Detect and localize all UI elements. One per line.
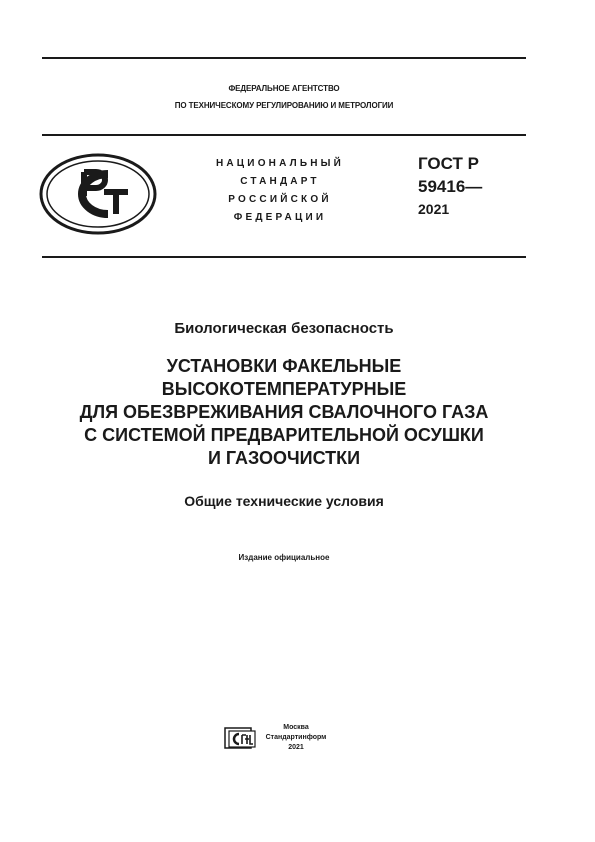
- standard-type-line-3: РОССИЙСКОЙ: [228, 194, 332, 205]
- publisher-year: 2021: [288, 744, 304, 751]
- publisher: [256, 723, 336, 753]
- publisher-city: Москва: [283, 724, 309, 731]
- standard-type-line-1: НАЦИОНАЛЬНЫЙ: [215, 158, 345, 169]
- header-rule-lower: [42, 256, 526, 258]
- publisher-name: Стандартинформ: [265, 734, 327, 741]
- designation-code: ГОСТ Р: [418, 154, 479, 173]
- header-rule-upper: [42, 134, 526, 136]
- designation-number: 59416—: [418, 177, 483, 196]
- standard-designation: [418, 152, 482, 221]
- agency-line-1: ФЕДЕРАЛЬНОЕ АГЕНТСТВО: [228, 84, 340, 93]
- designation-year: 2021: [418, 201, 450, 217]
- document-subtitle: Общие технические условия: [184, 493, 384, 509]
- standard-type-line-4: ФЕДЕРАЦИИ: [233, 212, 327, 223]
- top-rule: [42, 57, 526, 59]
- standard-type-line-2: СТАНДАРТ: [240, 176, 320, 187]
- standard-type: [175, 155, 385, 227]
- document-subject: Биологическая безопасность: [174, 320, 394, 337]
- title-line-5: И ГАЗООЧИСТКИ: [207, 448, 361, 468]
- title-line-1: УСТАНОВКИ ФАКЕЛЬНЫЕ: [166, 356, 402, 376]
- edition-note: Издание официальное: [238, 553, 330, 562]
- title-line-2: ВЫСОКОТЕМПЕРАТУРНЫЕ: [161, 379, 407, 399]
- title-line-4: С СИСТЕМОЙ ПРЕДВАРИТЕЛЬНОЙ ОСУШКИ: [84, 425, 484, 445]
- title-line-3: ДЛЯ ОБЕЗВРЕЖИВАНИЯ СВАЛОЧНОГО ГАЗА: [79, 402, 489, 422]
- document-title: [42, 355, 526, 470]
- rst-certification-logo-icon: [38, 152, 158, 236]
- standartinform-logo-icon: [224, 727, 256, 749]
- agency-line-2: ПО ТЕХНИЧЕСКОМУ РЕГУЛИРОВАНИЮ И МЕТРОЛОГИИ: [174, 101, 394, 110]
- agency-name: [42, 80, 526, 114]
